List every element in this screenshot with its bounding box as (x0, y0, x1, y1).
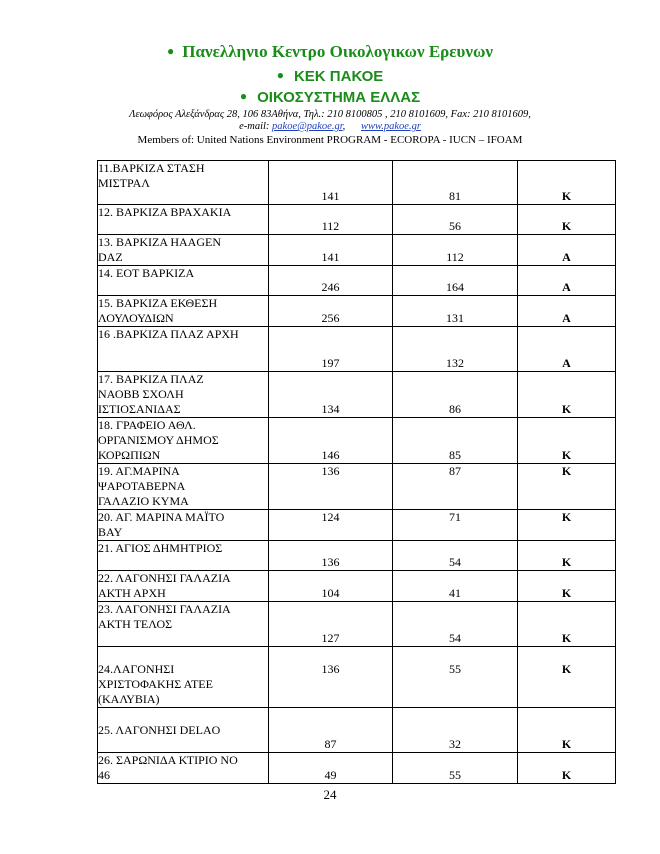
v2-value: 87 (449, 464, 461, 478)
v2-cell (393, 753, 518, 784)
v1-value: 127 (321, 631, 340, 645)
location-name-line: ΟΡΓΑΝΙΣΜΟΥ ΔΗΜΟΣ (98, 433, 219, 447)
location-name-cell (98, 372, 269, 418)
v1-value: 256 (321, 311, 340, 325)
location-name-cell (98, 327, 269, 372)
location-name-cell (98, 235, 269, 266)
location-name-line (98, 708, 268, 723)
v1-cell (269, 753, 393, 784)
v2-cell (393, 205, 518, 235)
v2-cell (393, 571, 518, 602)
v2-cell (393, 541, 518, 571)
v2-cell (393, 510, 518, 541)
v2-cell (393, 235, 518, 266)
v2-value: 164 (446, 280, 464, 294)
location-name-line: ΝΑΟΒΒ ΣΧΟΛΗ (98, 387, 184, 401)
cls-value: Κ (561, 448, 572, 462)
location-name-cell (98, 602, 269, 647)
cls-value: Κ (561, 402, 572, 416)
v1-cell (269, 266, 393, 296)
location-name-line (98, 647, 268, 662)
location-name-line: ΧΡΙΣΤΟΦΑΚΗΣ ΑΤΕΕ (98, 677, 213, 691)
cls-cell (518, 753, 616, 784)
location-name-line: 15. ΒΑΡΚΙΖΑ ΕΚΘΕΣΗ (98, 296, 218, 310)
table-row (98, 372, 616, 418)
location-name-line: 17. ΒΑΡΚΙΖΑ ΠΛΑΖ (98, 372, 204, 386)
address-line: Λεωφόρος Αλεξάνδρας 28, 106 83Αθήνα, Τηλ.: 210 8100805 , 210 8101609, Fax: 210 8101609, (129, 109, 531, 120)
table-row (98, 418, 616, 464)
cls-value: Κ (561, 737, 572, 751)
v1-value: 112 (321, 219, 340, 233)
org-name: Πανελληνιο Κεντρο Οικολογικων Ερευνων (182, 42, 493, 61)
v2-value: 54 (449, 555, 461, 569)
location-name-line: 11.ΒΑΡΚΙΖΑ ΣΤΑΣΗ (98, 161, 205, 175)
location-name-cell (98, 571, 269, 602)
v2-value: 81 (449, 189, 461, 203)
location-name-line: ΙΣΤΙΟΣΑΝΙΔΑΣ (98, 402, 181, 416)
ecosystem-line (0, 89, 660, 106)
table-row (98, 708, 616, 753)
table-row (98, 205, 616, 235)
bullet-icon: ● (239, 89, 248, 103)
location-name-cell (98, 510, 269, 541)
cls-value: Κ (561, 555, 572, 569)
table-row (98, 464, 616, 510)
location-name-cell (98, 541, 269, 571)
cls-cell (518, 418, 616, 464)
table-row (98, 327, 616, 372)
v2-value: 55 (449, 768, 461, 782)
v2-cell (393, 161, 518, 205)
location-name-line: 24.ΛΑΓΟΝΗΣΙ (98, 662, 175, 676)
table-row (98, 571, 616, 602)
location-name-cell (98, 647, 269, 708)
location-name-line: ΓΑΛΑΖΙΟ ΚΥΜΑ (98, 494, 189, 508)
location-name-line: ΛΟΥΛΟΥΔΙΩΝ (98, 311, 174, 325)
v1-cell (269, 571, 393, 602)
bullet-icon: ● (167, 44, 175, 58)
v1-value: 124 (321, 510, 340, 524)
table-row (98, 296, 616, 327)
v1-cell (269, 541, 393, 571)
location-name-line: ΑΚΤΗ ΑΡΧΗ (98, 586, 166, 600)
v2-cell (393, 372, 518, 418)
ecosystem-name: ΟΙΚΟΣΥΣΤΗΜΑ ΕΛΛΑΣ (257, 89, 421, 106)
v2-value: 32 (449, 737, 461, 751)
members-line: Members of: United Nations Environment PROGRAM - ECOROPA - IUCN – IFOAM (137, 134, 523, 146)
org-name-line (0, 42, 660, 62)
cls-cell (518, 296, 616, 327)
v2-value: 85 (449, 448, 461, 462)
table-row (98, 510, 616, 541)
cls-cell (518, 571, 616, 602)
v2-cell (393, 708, 518, 753)
v1-cell (269, 372, 393, 418)
cls-value: Κ (561, 510, 572, 524)
v2-value: 71 (449, 510, 461, 524)
location-name-line: 18. ΓΡΑΦΕΙΟ ΑΘΛ. (98, 418, 196, 432)
location-name-line: 16 .ΒΑΡΚΙΖΑ ΠΛΑΖ ΑΡΧΗ (98, 327, 239, 341)
cls-cell (518, 510, 616, 541)
contact-line: e-mail: pakoe@pakoe.gr, www.pakoe.gr (239, 121, 421, 132)
v1-value: 136 (321, 555, 340, 569)
cls-cell (518, 464, 616, 510)
v1-cell (269, 602, 393, 647)
v2-value: 112 (446, 250, 464, 264)
location-name-line: ΚΟΡΩΠΙΩΝ (98, 448, 161, 462)
cls-cell (518, 541, 616, 571)
cls-value: Κ (561, 464, 572, 478)
location-name-cell (98, 296, 269, 327)
v2-cell (393, 602, 518, 647)
cls-cell (518, 266, 616, 296)
cls-value: Κ (561, 631, 572, 645)
location-name-line: BAY (98, 525, 123, 539)
v1-value: 141 (321, 250, 340, 264)
v1-value: 136 (321, 464, 340, 478)
location-name-line: ΜΙΣΤΡΑΛ (98, 176, 150, 190)
cls-cell (518, 327, 616, 372)
location-name-line: 22. ΛΑΓΟΝΗΣΙ ΓΑΛΑΖΙΑ (98, 571, 231, 585)
kek-name: ΚΕΚ ΠΑΚΟΕ (293, 68, 384, 85)
location-name-line: 12. ΒΑΡΚΙΖΑ ΒΡΑΧΑΚΙΑ (98, 205, 232, 219)
website-link[interactable]: www.pakoe.gr (361, 121, 421, 132)
location-name-cell (98, 418, 269, 464)
table-row (98, 541, 616, 571)
v1-cell (269, 510, 393, 541)
v2-cell (393, 418, 518, 464)
v2-value: 86 (449, 402, 461, 416)
v1-value: 246 (321, 280, 340, 294)
v2-cell (393, 296, 518, 327)
location-name-line: 20. ΑΓ. ΜΑΡΙΝΑ ΜΑΪΤΟ (98, 510, 225, 524)
location-name-line: ΨΑΡΟΤΑΒΕΡΝΑ (98, 479, 186, 493)
cls-value: Κ (561, 768, 572, 782)
location-name-line: 26. ΣΑΡΩΝΙΔΑ ΚΤΙΡΙΟ ΝΟ (98, 753, 238, 767)
location-name-cell (98, 708, 269, 753)
v1-cell (269, 296, 393, 327)
v1-cell (269, 205, 393, 235)
location-name-line: 23. ΛΑΓΟΝΗΣΙ ΓΑΛΑΖΙΑ (98, 602, 231, 616)
location-name-line: (ΚΑΛΥΒΙΑ) (98, 692, 160, 706)
location-name-line: 14. ΕΟΤ ΒΑΡΚΙΖΑ (98, 266, 195, 280)
email-link[interactable]: pakoe@pakoe.gr (272, 121, 343, 132)
cls-value: Κ (561, 586, 572, 600)
v1-value: 104 (321, 586, 340, 600)
cls-value: Κ (561, 219, 572, 233)
table-row (98, 266, 616, 296)
cls-cell (518, 602, 616, 647)
v2-value: 131 (446, 311, 464, 325)
cls-value: Κ (561, 662, 572, 676)
v2-cell (393, 327, 518, 372)
cls-value: Α (562, 356, 571, 370)
location-name-line: 13. ΒΑΡΚΙΖΑ HAAGEN (98, 235, 221, 249)
cls-cell (518, 372, 616, 418)
location-name-line: ΑΚΤΗ ΤΕΛΟΣ (98, 617, 173, 631)
location-name-cell (98, 753, 269, 784)
v2-value: 56 (449, 219, 461, 233)
location-name-cell (98, 464, 269, 510)
page-number: 24 (323, 787, 337, 802)
cls-value: Α (562, 311, 571, 325)
v2-cell (393, 464, 518, 510)
v1-value: 136 (321, 662, 340, 676)
cls-cell (518, 235, 616, 266)
v1-cell (269, 708, 393, 753)
v1-cell (269, 647, 393, 708)
location-name-line: DAZ (98, 250, 123, 264)
v1-cell (269, 235, 393, 266)
v1-cell (269, 327, 393, 372)
v1-value: 146 (321, 448, 340, 462)
v2-value: 132 (446, 356, 464, 370)
v1-value: 197 (321, 356, 340, 370)
v1-value: 49 (324, 768, 337, 782)
v1-value: 134 (321, 402, 340, 416)
v2-cell (393, 266, 518, 296)
location-name-cell (98, 205, 269, 235)
bullet-icon: ● (276, 68, 284, 82)
cls-value: Κ (561, 189, 572, 203)
location-name-cell (98, 161, 269, 205)
v1-cell (269, 464, 393, 510)
v1-cell (269, 418, 393, 464)
cls-value: Α (562, 250, 571, 264)
location-name-line: 46 (98, 768, 110, 782)
location-name-cell (98, 266, 269, 296)
email-label: e-mail: (239, 121, 273, 132)
v1-value: 87 (324, 737, 337, 751)
location-name-line: 19. ΑΓ.ΜΑΡΙΝΑ (98, 464, 180, 478)
cls-value: Α (562, 280, 571, 294)
table-row (98, 161, 616, 205)
v2-value: 55 (449, 662, 461, 676)
cls-cell (518, 205, 616, 235)
measurements-table (97, 160, 616, 784)
table-row (98, 235, 616, 266)
location-name-line: 21. ΑΓΙΟΣ ΔΗΜΗΤΡΙΟΣ (98, 541, 223, 555)
table-row (98, 602, 616, 647)
v1-cell (269, 161, 393, 205)
location-name-line: 25. ΛΑΓΟΝΗΣΙ DELAO (98, 723, 221, 737)
v1-value: 141 (321, 189, 340, 203)
cls-cell (518, 647, 616, 708)
table-row (98, 647, 616, 708)
table-row (98, 753, 616, 784)
kek-line (0, 68, 660, 85)
v2-value: 54 (449, 631, 461, 645)
cls-cell (518, 708, 616, 753)
cls-cell (518, 161, 616, 205)
v2-value: 41 (449, 586, 461, 600)
v2-cell (393, 647, 518, 708)
